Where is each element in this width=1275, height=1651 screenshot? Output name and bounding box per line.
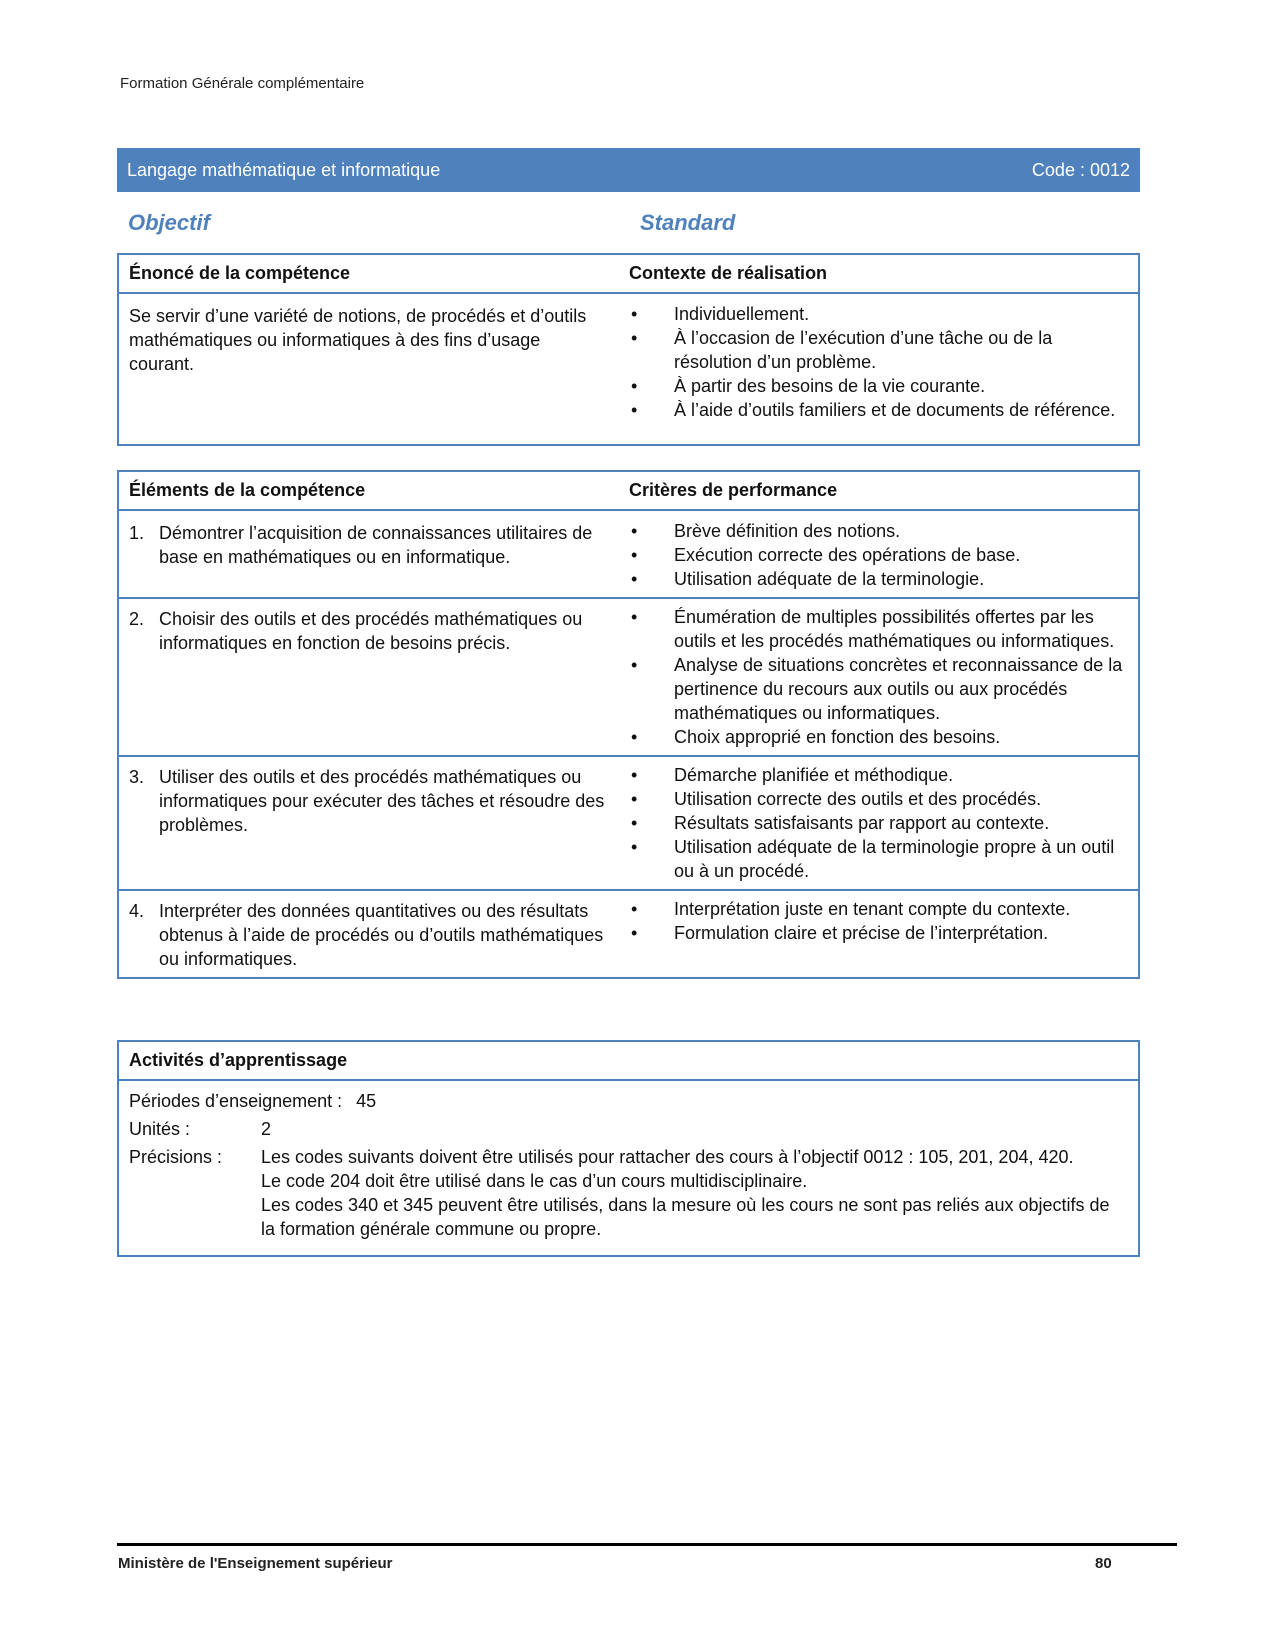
enonce-row <box>119 294 1138 444</box>
bullet-icon: • <box>631 765 638 785</box>
precision-item: Les codes suivants doivent être utilisés pour rattacher des cours à l’objectif 0012 : 105, 201, 204, 420. <box>261 1147 1074 1167</box>
contexte-header: Contexte de réalisation <box>629 263 828 283</box>
standard-heading: Standard <box>640 210 736 235</box>
unites-row <box>129 1117 1128 1141</box>
element-item: 3. Utiliser des outils et des procédés mathématiques ou informatiques pour exécuter des tâches et résoudre des problèmes. <box>129 767 605 835</box>
enonce-header-row <box>119 255 1138 294</box>
enonce-header: Énoncé de la compétence <box>129 263 351 283</box>
title-bar <box>117 148 1140 192</box>
activites-box <box>117 1040 1140 1257</box>
list-item: • Utilisation adéquate de la terminologie. <box>631 569 985 589</box>
list-item: • Analyse de situations concrètes et reconnaissance de la pertinence du recours aux outils ou aux procédés mathématiques ou informatiques. <box>631 655 1123 723</box>
bullet-icon: • <box>631 607 638 627</box>
list-item: • Formulation claire et précise de l’interprétation. <box>631 923 1049 943</box>
contexte-list <box>629 302 1128 422</box>
list-item: • À l’aide d’outils familiers et de documents de référence. <box>631 400 1116 420</box>
periodes-label: Périodes d’enseignement : <box>129 1091 343 1111</box>
unites-value: 2 <box>261 1119 272 1139</box>
bullet-icon: • <box>631 376 638 396</box>
list-item: • Résultats satisfaisants par rapport au contexte. <box>631 813 1050 833</box>
precisions-label: Précisions : <box>129 1147 223 1167</box>
table-row <box>119 511 1138 599</box>
bullet-icon: • <box>631 837 638 857</box>
precisions-row <box>129 1145 1128 1241</box>
bullet-icon: • <box>631 899 638 919</box>
activites-header: Activités d’apprentissage <box>129 1050 348 1070</box>
table-row <box>119 599 1138 757</box>
element-item: 2. Choisir des outils et des procédés mathématiques ou informatiques en fonction de besoins précis. <box>129 609 583 653</box>
list-item: • Utilisation adéquate de la terminologie propre à un outil ou à un procédé. <box>631 837 1115 881</box>
list-item: • Brève définition des notions. <box>631 521 901 541</box>
bullet-icon: • <box>631 521 638 541</box>
table-row <box>119 757 1138 891</box>
list-item: • À partir des besoins de la vie courante. <box>631 376 986 396</box>
bullet-icon: • <box>631 727 638 747</box>
element-item: 1. Démontrer l’acquisition de connaissances utilitaires de base en mathématiques ou en informatique. <box>129 523 593 567</box>
objectif-heading: Objectif <box>128 210 210 235</box>
enonce-text: Se servir d’une variété de notions, de procédés et d’outils mathématiques ou informatiques à des fins d’usage courant. <box>129 306 587 374</box>
list-item: • Utilisation correcte des outils et des procédés. <box>631 789 1042 809</box>
precision-item: Les codes 340 et 345 peuvent être utilisés, dans la mesure où les cours ne sont pas reliés aux objectifs de la formation générale commune ou propre. <box>261 1195 1110 1239</box>
activites-header-row <box>119 1042 1138 1081</box>
bullet-icon: • <box>631 328 638 348</box>
elements-header-row <box>119 472 1138 511</box>
list-item: • Démarche planifiée et méthodique. <box>631 765 954 785</box>
elements-box <box>117 470 1140 979</box>
footer-divider <box>117 1543 1177 1546</box>
element-item: 4. Interpréter des données quantitatives ou des résultats obtenus à l’aide de procédés ou d’outils mathématiques ou informatiques. <box>129 901 604 969</box>
table-row <box>119 891 1138 977</box>
list-item: • Individuellement. <box>631 304 810 324</box>
precision-item: Le code 204 doit être utilisé dans le cas d’un cours multidisciplinaire. <box>261 1171 808 1191</box>
list-item: • Interprétation juste en tenant compte du contexte. <box>631 899 1071 919</box>
criteres-header: Critères de performance <box>629 480 838 500</box>
list-item: • Exécution correcte des opérations de base. <box>631 545 1021 565</box>
criteres-list <box>629 897 1128 945</box>
bullet-icon: • <box>631 789 638 809</box>
bullet-icon: • <box>631 923 638 943</box>
list-item: • Énumération de multiples possibilités offertes par les outils et les procédés mathématiques ou informatiques. <box>631 607 1115 651</box>
course-title: Langage mathématique et informatique <box>127 159 441 180</box>
bullet-icon: • <box>631 304 638 324</box>
unites-label: Unités : <box>129 1119 191 1139</box>
elements-header: Éléments de la compétence <box>129 480 366 500</box>
list-item: • Choix approprié en fonction des besoins. <box>631 727 1001 747</box>
bullet-icon: • <box>631 400 638 420</box>
footer-ministry: Ministère de l'Enseignement supérieur <box>118 1555 393 1572</box>
bullet-icon: • <box>631 813 638 833</box>
periodes-value: 45 <box>356 1091 377 1111</box>
criteres-list <box>629 763 1128 883</box>
page-number: 80 <box>1095 1555 1112 1572</box>
course-code: Code : 0012 <box>1031 159 1130 180</box>
enonce-box <box>117 253 1140 446</box>
document-header: Formation Générale complémentaire <box>120 75 365 92</box>
list-item: • À l’occasion de l’exécution d’une tâche ou de la résolution d’un problème. <box>631 328 1053 372</box>
criteres-list <box>629 519 1128 591</box>
bullet-icon: • <box>631 545 638 565</box>
bullet-icon: • <box>631 655 638 675</box>
bullet-icon: • <box>631 569 638 589</box>
criteres-list <box>629 605 1128 749</box>
periodes-row <box>129 1089 1128 1113</box>
activites-body <box>119 1081 1138 1255</box>
